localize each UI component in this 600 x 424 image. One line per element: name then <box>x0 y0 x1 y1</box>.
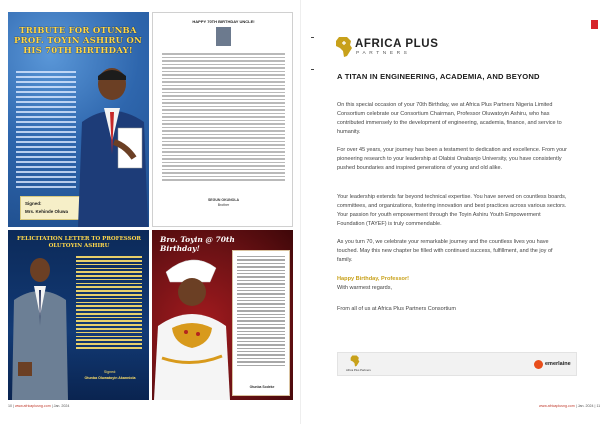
tribute-text-block <box>16 68 76 192</box>
margin-dash <box>311 37 314 38</box>
article-paragraph: Your leadership extends far beyond technical expertise. You have served on countless boards, committees, and organizations, fostering innovation and best practices across various sectors. Your passion for youth empowerment through the Toyin Ashiru Youth Empowerment Foundation (TAYEF) is truly commendable. <box>337 194 567 227</box>
chieftaincy-portrait-photo <box>152 248 230 400</box>
footer-africa-plus-logo <box>346 355 386 375</box>
professor-portrait-photo <box>74 62 148 227</box>
right-page <box>300 0 600 424</box>
letter-signer-role: Brother <box>217 203 230 207</box>
left-folio-date: Jan. 2024 <box>53 404 70 408</box>
bro-toyin-signer: Otunba Sodeke <box>249 385 275 389</box>
article-paragraph: For over 45 years, your journey has been a testament to dedication and excellence. From your pioneering research to your leadership at Olabisi Onabanjo University, you have consistently pushed boundaries and inspired generations of young and old alike. <box>337 147 567 171</box>
red-page-tab <box>591 20 598 29</box>
birthday-greeting: Happy Birthday, Professor! <box>337 276 410 282</box>
felicitation-panel <box>8 230 149 400</box>
africa-map-icon <box>335 36 353 58</box>
footer-emerlaine-logo <box>534 358 574 372</box>
felicitation-title: FELICITATION LETTER TO PROFESSOR OLUTOYIN ASHIRU <box>17 236 141 249</box>
article-paragraph: On this special occasion of your 70th Birthday, we at Africa Plus Partners Nigeria Limited Consortium celebrate our Consortium Chairman, Professor Oluwatoyin Ashiru, who has contributed immensely to the development of engineering, academia, finance, and service to humanity. <box>337 102 562 135</box>
right-page-number: 11 <box>596 404 600 408</box>
tribute-signed-label: Signed: <box>25 201 42 206</box>
left-page-number: 10 <box>8 404 12 408</box>
left-folio: 10 | www.africaplusng.com | Jan. 2024 <box>8 404 70 408</box>
closing-line: From all of us at Africa Plus Partners Consortium <box>337 306 456 312</box>
letter-body <box>162 51 285 183</box>
bro-toyin-message-card <box>232 250 290 396</box>
right-folio-date: Jan. 2024 <box>577 404 594 408</box>
letter-title: HAPPY 70TH BIRTHDAY UNCLE! <box>192 19 255 24</box>
letter-photo <box>216 27 231 46</box>
bro-toyin-title: Bro. Toyin @ 70th Birthday! <box>160 235 235 253</box>
brand-subtitle: PARTNERS <box>356 51 411 56</box>
tribute-title: TRIBUTE FOR OTUNBA PROF. TOYIN ASHIRU ON HIS 70TH BIRTHDAY! <box>14 26 143 56</box>
tribute-signer: Mrs. Kehinde Oluwa <box>25 209 69 214</box>
bro-toyin-panel <box>152 230 293 400</box>
regards-line: With warmest regards, <box>337 285 393 291</box>
right-folio: www.africaplusng.com | Jan. 2024 | 11 <box>539 404 600 408</box>
tribute-panel <box>8 12 149 227</box>
left-folio-url[interactable]: www.africaplusng.com <box>14 404 51 408</box>
africa-map-small-icon <box>350 355 360 367</box>
sponsor-footer-bar <box>337 352 577 376</box>
footer-right-logo-text: emerlaine <box>545 361 571 367</box>
birthday-letter-panel <box>152 12 293 227</box>
africa-plus-logo <box>335 36 475 60</box>
right-folio-url[interactable]: www.africaplusng.com <box>539 404 575 408</box>
margin-dash <box>311 69 314 70</box>
article-paragraph: As you turn 70, we celebrate your remarkable journey and the countless lives you have touched. May this new chapter be filled with continued success, fulfillment, and the joy of family. <box>337 239 553 263</box>
felicitation-text-block <box>76 254 142 351</box>
felicitation-portrait-photo <box>8 252 72 400</box>
article-heading: A TITAN IN ENGINEERING, ACADEMIA, AND BEYOND <box>337 72 540 81</box>
footer-left-logo-text: Africa Plus Partners <box>346 368 371 372</box>
felicitation-signed-label: Signed: <box>103 370 117 374</box>
letter-signer: SEGUN OKUNOLA <box>207 198 240 202</box>
felicitation-signer: Otunba Oluwatoyin Akanniola <box>84 376 136 380</box>
brand-name: AFRICA PLUS <box>355 38 439 50</box>
emerlaine-mark-icon <box>534 360 543 369</box>
